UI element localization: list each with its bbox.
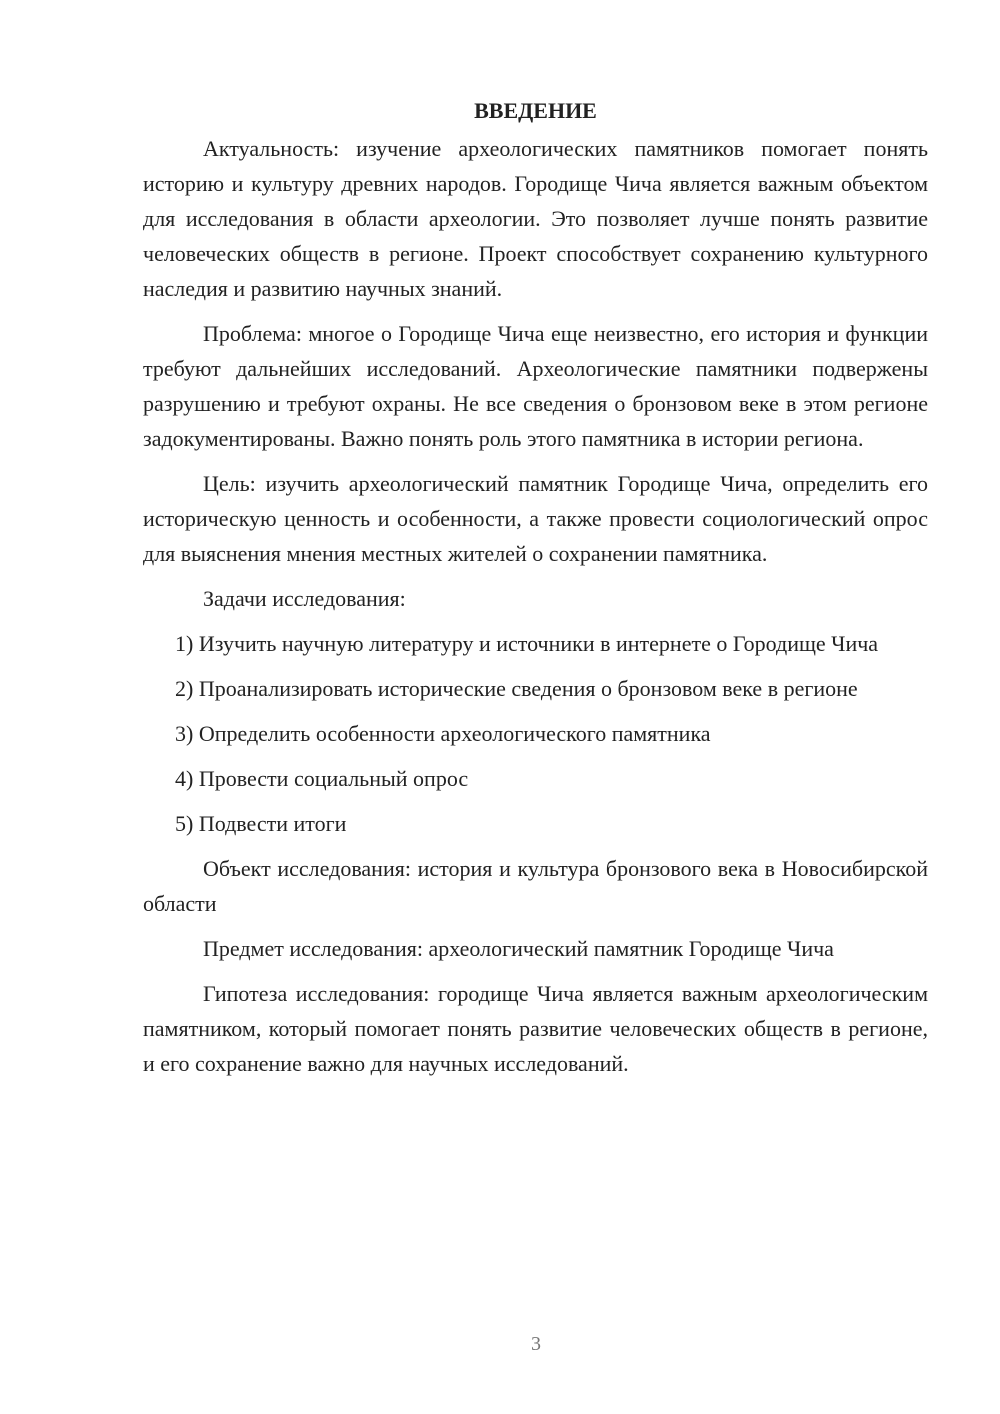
paragraph-goal: Цель: изучить археологический памятник Городище Чича, определить его историческую ценность и особенности, а также провести социологический опрос для выяснения мнения местных жителей о сохранении памятника.	[143, 471, 928, 566]
page-number: 3	[531, 1333, 541, 1355]
paragraph-problem: Проблема: многое о Городище Чича еще неизвестно, его история и функции требуют дальнейших исследований. Археологические памятники подвержены разрушению и требуют охраны. Не все сведения о бронзовом веке в этом регионе задокументированы. Важно понять роль этого памятника в истории региона.	[143, 321, 928, 451]
paragraph-object: Объект исследования: история и культура бронзового века в Новосибирской области	[143, 856, 928, 916]
document-page	[143, 96, 928, 1091]
section-heading: ВВЕДЕНИЕ	[474, 98, 597, 123]
paragraph-subject: Предмет исследования: археологический памятник Городище Чича	[203, 936, 834, 961]
paragraph-tasks-heading: Задачи исследования:	[203, 586, 406, 611]
paragraph-relevance: Актуальность: изучение археологических памятников помогает понять историю и культуру древних народов. Городище Чича является важным объектом для исследования в области археологии. Это позволяет лучше понять развитие человеческих обществ в регионе. Проект способствует сохранению культурного наследия и развитию научных знаний.	[143, 136, 928, 301]
task-item-5: 5) Подвести итоги	[175, 811, 347, 836]
task-item-2: 2) Проанализировать исторические сведения о бронзовом веке в регионе	[175, 676, 858, 701]
task-item-3: 3) Определить особенности археологического памятника	[175, 721, 711, 746]
task-item-4: 4) Провести социальный опрос	[175, 766, 469, 791]
paragraph-hypothesis: Гипотеза исследования: городище Чича является важным археологическим памятником, который помогает понять развитие человеческих обществ в регионе, и его сохранение важно для научных исследований.	[143, 981, 928, 1076]
task-item-1: 1) Изучить научную литературу и источники в интернете о Городище Чича	[175, 631, 879, 656]
